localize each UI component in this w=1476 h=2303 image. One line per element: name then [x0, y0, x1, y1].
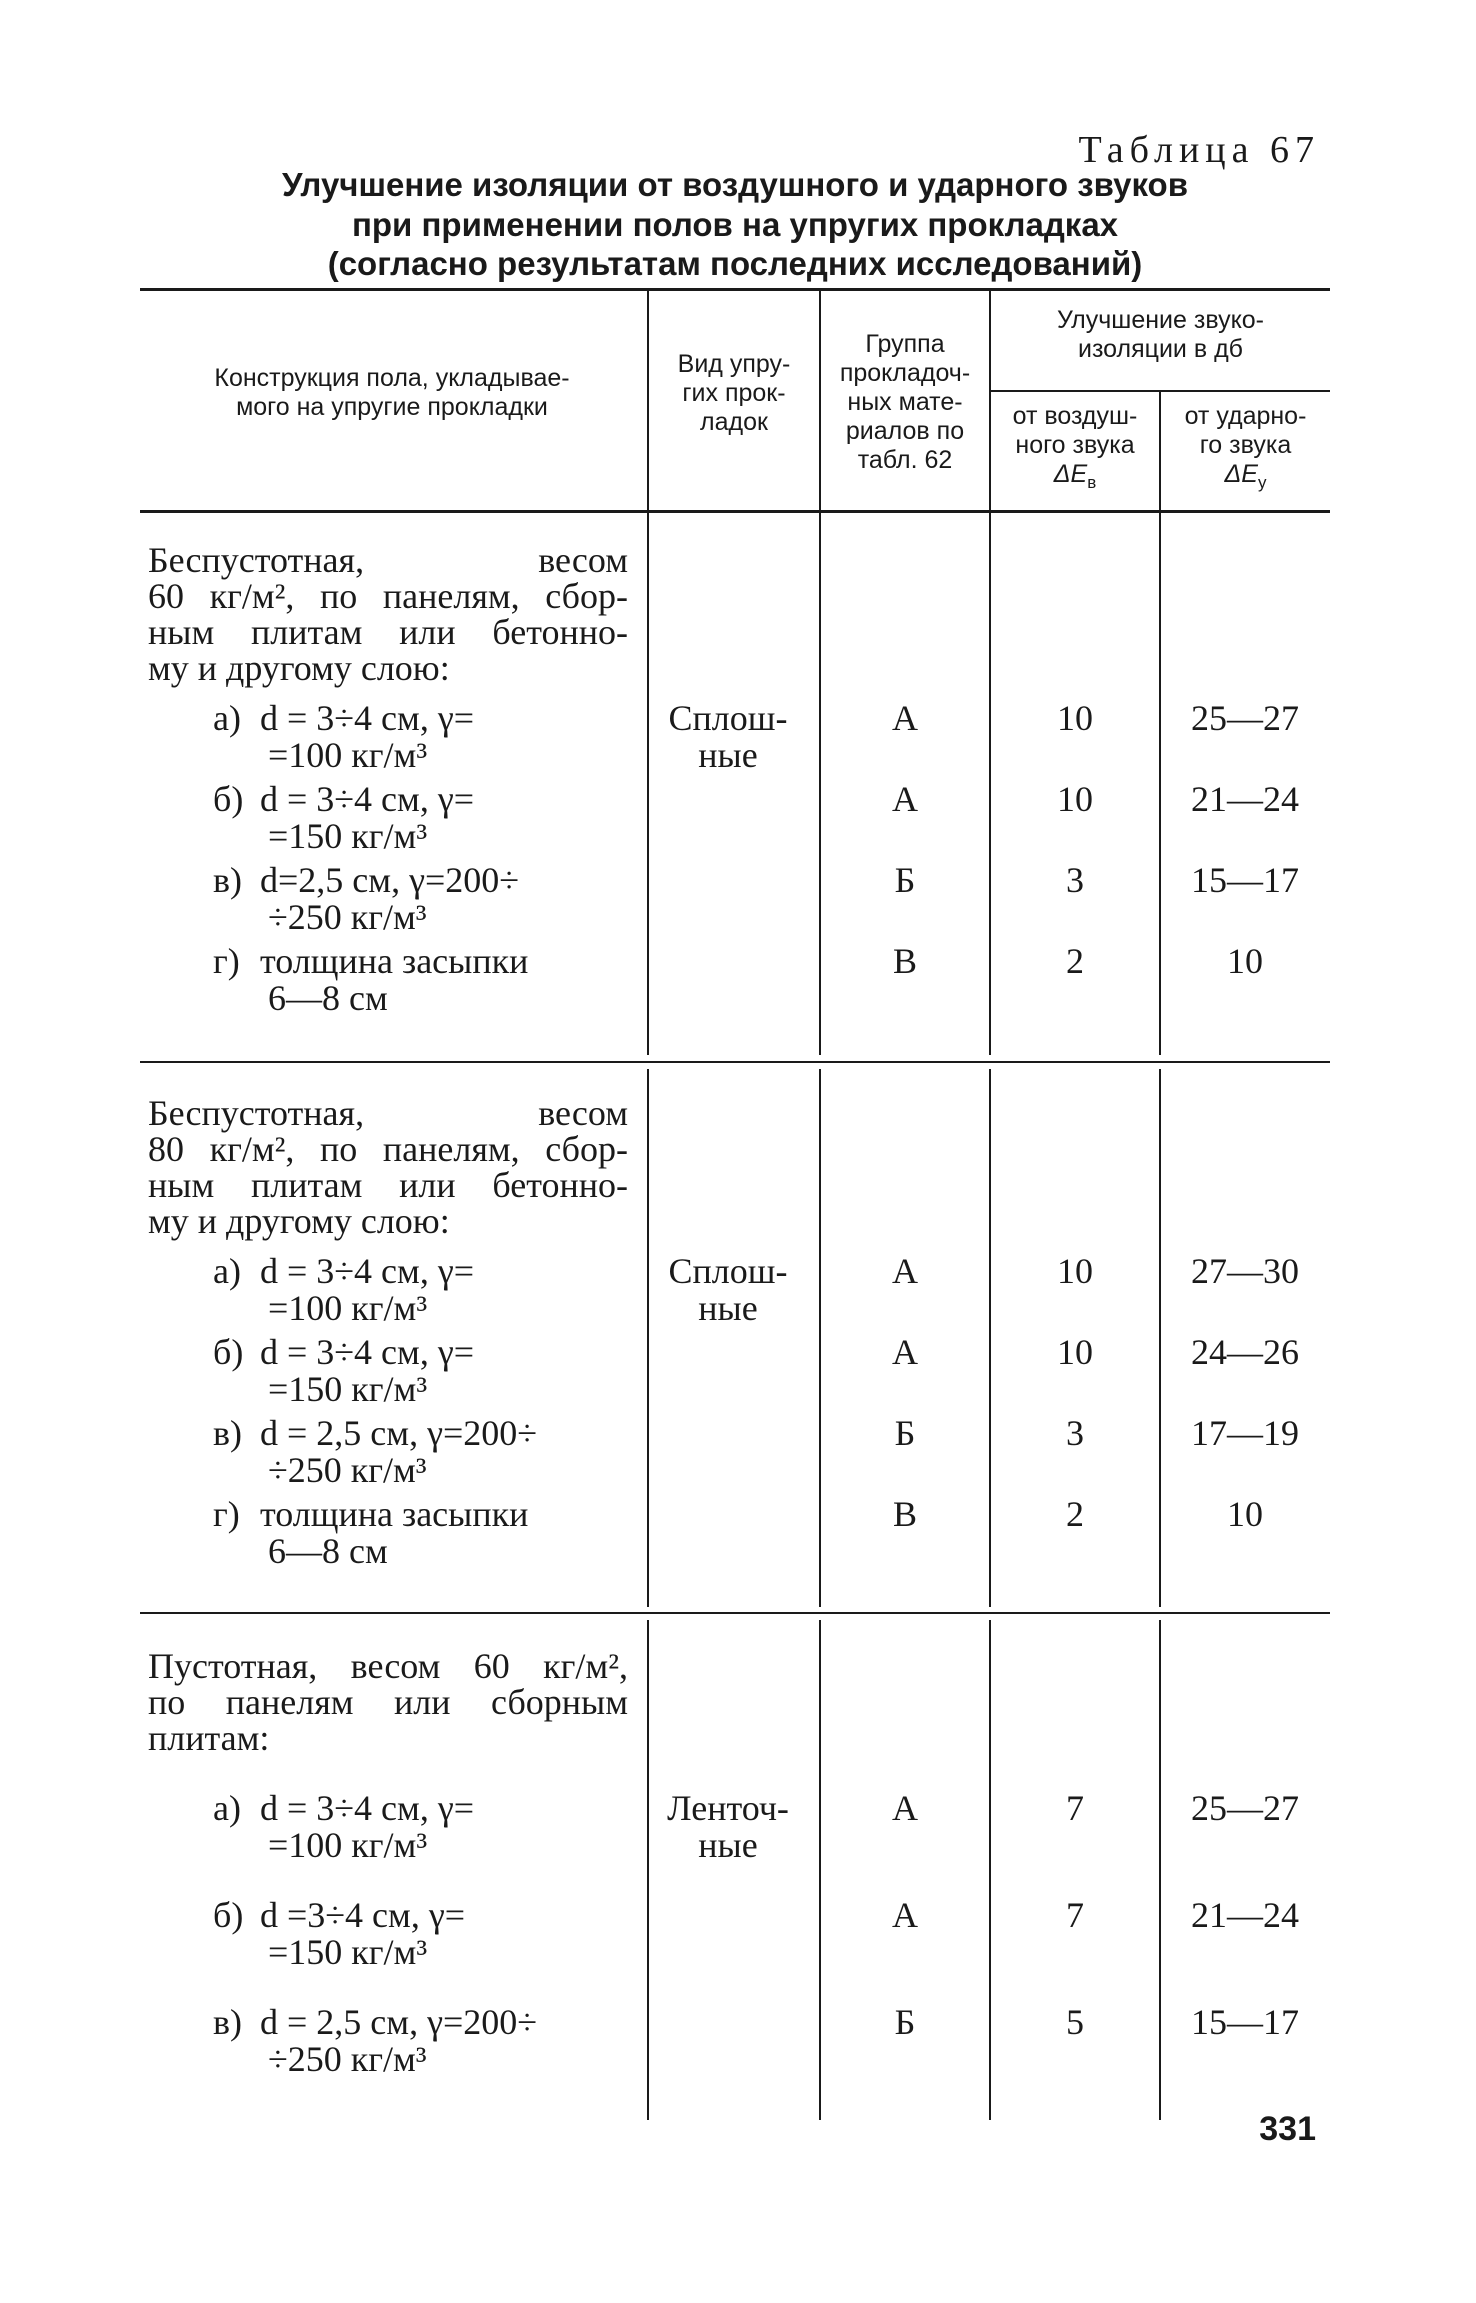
- section-2-intro: Беспустотная, весом 80 кг/м², по панелям, сбор- ным плитам или бетонно- му и другому слою:: [148, 1093, 628, 1241]
- col-rule-4-s3: [1159, 1620, 1161, 2120]
- airborne-value-cell: 10: [1057, 1332, 1093, 1372]
- col-rule-2-s3: [819, 1620, 821, 2120]
- impact-value-cell: 10: [1227, 941, 1263, 981]
- impact-value-cell: 21—24: [1191, 779, 1299, 819]
- material-group-cell: Б: [894, 2002, 916, 2042]
- table-title-line-3: (согласно результатам последних исследований): [327, 245, 1143, 282]
- impact-value-cell: 10: [1227, 1494, 1263, 1534]
- airborne-value-cell: 2: [1066, 941, 1084, 981]
- impact-value-cell: 25—27: [1191, 1788, 1299, 1828]
- col-rule-3-s3: [989, 1620, 991, 2120]
- airborne-value-cell: 10: [1057, 1251, 1093, 1291]
- header-pad-type: Вид упру- гих прок- ладок: [677, 350, 791, 436]
- material-group-cell: Б: [894, 860, 916, 900]
- table-number: Таблица 67: [1078, 129, 1320, 171]
- header-impact: от ударно- го звука $\Delta E_у$: [1184, 402, 1307, 492]
- material-group-cell: А: [892, 1895, 918, 1935]
- table-title-line-2: при применении полов на упругих прокладках: [351, 206, 1119, 243]
- section-divider-2: [140, 1612, 1330, 1614]
- material-group-cell: Б: [894, 1413, 916, 1453]
- header-construction: Конструкция пола, укладывае- мого на упругие прокладки: [214, 364, 570, 421]
- airborne-value-cell: 3: [1066, 1413, 1084, 1453]
- impact-value-cell: 27—30: [1191, 1251, 1299, 1291]
- col-rule-1-s1: [647, 513, 649, 1055]
- col-rule-1-s2: [647, 1069, 649, 1607]
- airborne-value-cell: 2: [1066, 1494, 1084, 1534]
- table-top-rule: [140, 288, 1330, 291]
- material-group-cell: В: [892, 1494, 917, 1534]
- airborne-value-cell: 7: [1066, 1788, 1084, 1828]
- header-bottom-rule: [140, 510, 1330, 513]
- airborne-value-cell: 10: [1057, 779, 1093, 819]
- airborne-value-cell: 3: [1066, 860, 1084, 900]
- material-group-cell: А: [892, 1788, 918, 1828]
- material-group-cell: А: [892, 698, 918, 738]
- table-title-line-1: Улучшение изоляции от воздушного и ударного звуков: [281, 166, 1189, 203]
- impact-value-cell: 25—27: [1191, 698, 1299, 738]
- material-group-cell: А: [892, 1332, 918, 1372]
- impact-value-cell: 15—17: [1191, 860, 1299, 900]
- section-2-pad-type: Сплош- ные: [668, 1251, 788, 1328]
- impact-value-cell: 17—19: [1191, 1413, 1299, 1453]
- section-divider-1: [140, 1061, 1330, 1063]
- impact-value-cell: 21—24: [1191, 1895, 1299, 1935]
- page-number: 331: [1259, 2110, 1316, 2148]
- section-1-pad-type: Сплош- ные: [668, 698, 788, 775]
- header-improvement: Улучшение звуко- изоляции в дб: [1056, 306, 1265, 363]
- impact-value-cell: 24—26: [1191, 1332, 1299, 1372]
- material-group-cell: В: [892, 941, 917, 981]
- section-3-intro: Пустотная, весом 60 кг/м², по панелям или сборным плитам:: [148, 1646, 628, 1758]
- material-group-cell: А: [892, 1251, 918, 1291]
- airborne-value-cell: 5: [1066, 2002, 1084, 2042]
- section-3-pad-type: Ленточ- ные: [667, 1788, 789, 1865]
- material-group-cell: А: [892, 779, 918, 819]
- header-material-group: Группа прокладоч- ных мате- риалов по табл. 62: [839, 330, 971, 474]
- col-rule-1-s3: [647, 1620, 649, 2120]
- airborne-value-cell: 7: [1066, 1895, 1084, 1935]
- impact-value-cell: 15—17: [1191, 2002, 1299, 2042]
- airborne-value-cell: 10: [1057, 698, 1093, 738]
- section-1-intro: Беспустотная, весом 60 кг/м², по панелям, сбор- ным плитам или бетонно- му и другому слою:: [148, 540, 628, 688]
- header-airborne: от воздуш- ного звука $\Delta E_в$: [1012, 402, 1138, 492]
